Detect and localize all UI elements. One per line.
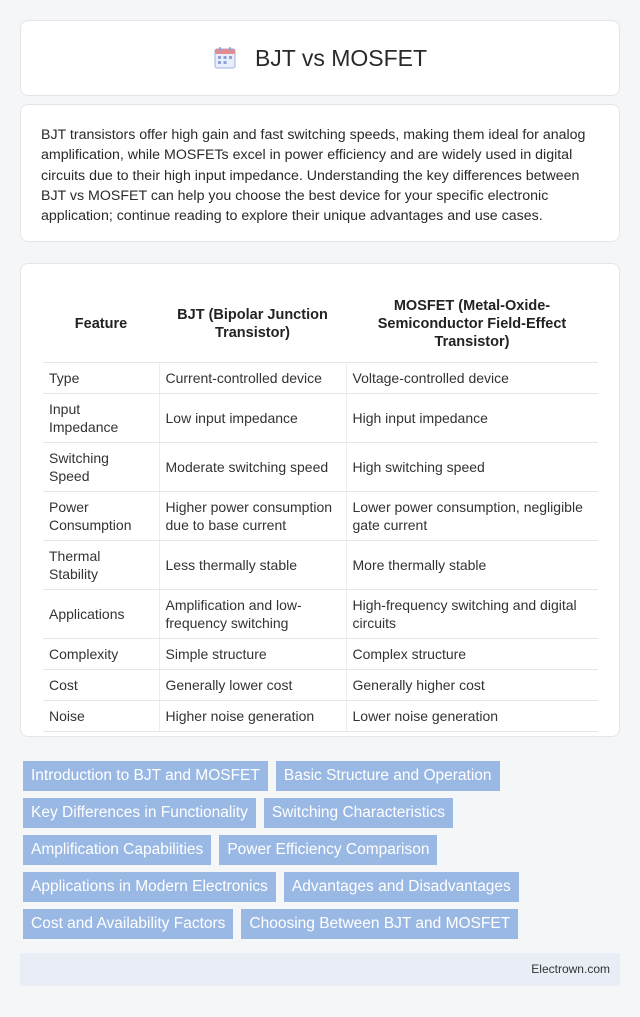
table-row — [43, 362, 598, 393]
intro-paragraph: BJT transistors offer high gain and fast switching speeds, making them ideal for analog amplification, while MOSFETs excel in power efficiency and are widely used in digital circuits due to their high input impedance. Understanding the key differences between BJT vs MOSFET can help you choose the best device for your specific electronic application; continue reading to explore their unique advantages and use cases. — [41, 127, 586, 225]
row-feature: Complexity — [43, 638, 159, 669]
row-bjt: Low input impedance — [159, 393, 346, 442]
row-feature: Type — [43, 362, 159, 393]
header-mosfet: MOSFET (Metal-Oxide-Semiconductor Field-Effect Transistor) — [346, 280, 598, 362]
tag-switching-characteristics[interactable]: Switching Characteristics — [264, 798, 453, 828]
table-row — [43, 393, 598, 442]
row-mosfet: Lower power consumption, negligible gate current — [346, 491, 598, 540]
footer — [20, 953, 620, 986]
tag-row — [23, 872, 623, 902]
tag-choosing[interactable]: Choosing Between BJT and MOSFET — [241, 909, 518, 939]
table-row — [43, 589, 598, 638]
row-feature: Power Consumption — [43, 491, 159, 540]
row-mosfet: High-frequency switching and digital circuits — [346, 589, 598, 638]
row-bjt: Higher power consumption due to base current — [159, 491, 346, 540]
row-bjt: Moderate switching speed — [159, 442, 346, 491]
row-feature: Cost — [43, 669, 159, 700]
tag-row — [23, 909, 623, 939]
tag-key-differences[interactable]: Key Differences in Functionality — [23, 798, 256, 828]
row-mosfet: Lower noise generation — [346, 700, 598, 731]
tag-row — [23, 835, 623, 865]
table-row — [43, 491, 598, 540]
topic-tags — [23, 761, 623, 946]
comparison-card — [20, 263, 620, 737]
row-mosfet: Generally higher cost — [346, 669, 598, 700]
row-mosfet: More thermally stable — [346, 540, 598, 589]
table-row — [43, 638, 598, 669]
tag-introduction[interactable]: Introduction to BJT and MOSFET — [23, 761, 268, 791]
footer-site: Electrown.com — [531, 962, 610, 976]
table-row — [43, 700, 598, 731]
table-row — [43, 669, 598, 700]
tag-basic-structure[interactable]: Basic Structure and Operation — [276, 761, 500, 791]
header-feature: Feature — [43, 280, 159, 362]
tag-advantages[interactable]: Advantages and Disadvantages — [284, 872, 519, 902]
row-bjt: Higher noise generation — [159, 700, 346, 731]
table-row — [43, 540, 598, 589]
row-feature: Switching Speed — [43, 442, 159, 491]
row-mosfet: Voltage-controlled device — [346, 362, 598, 393]
row-feature: Thermal Stability — [43, 540, 159, 589]
row-bjt: Generally lower cost — [159, 669, 346, 700]
tag-row — [23, 761, 623, 791]
row-feature: Applications — [43, 589, 159, 638]
calendar-icon — [213, 45, 239, 71]
row-mosfet: Complex structure — [346, 638, 598, 669]
tag-amplification[interactable]: Amplification Capabilities — [23, 835, 211, 865]
row-bjt: Less thermally stable — [159, 540, 346, 589]
row-bjt: Current-controlled device — [159, 362, 346, 393]
tag-cost[interactable]: Cost and Availability Factors — [23, 909, 233, 939]
row-bjt: Simple structure — [159, 638, 346, 669]
header-bjt: BJT (Bipolar Junction Transistor) — [159, 280, 346, 362]
header-card — [20, 20, 620, 96]
table-header-row — [43, 280, 598, 362]
row-feature: Input Impedance — [43, 393, 159, 442]
page-title: BJT vs MOSFET — [254, 44, 428, 71]
row-bjt: Amplification and low-frequency switching — [159, 589, 346, 638]
comparison-table — [43, 280, 598, 732]
title-wrap — [213, 45, 427, 72]
table-row — [43, 442, 598, 491]
tag-power-efficiency[interactable]: Power Efficiency Comparison — [219, 835, 437, 865]
row-feature: Noise — [43, 700, 159, 731]
tag-row — [23, 798, 623, 828]
row-mosfet: High input impedance — [346, 393, 598, 442]
intro-card — [20, 104, 620, 242]
tag-applications[interactable]: Applications in Modern Electronics — [23, 872, 276, 902]
row-mosfet: High switching speed — [346, 442, 598, 491]
